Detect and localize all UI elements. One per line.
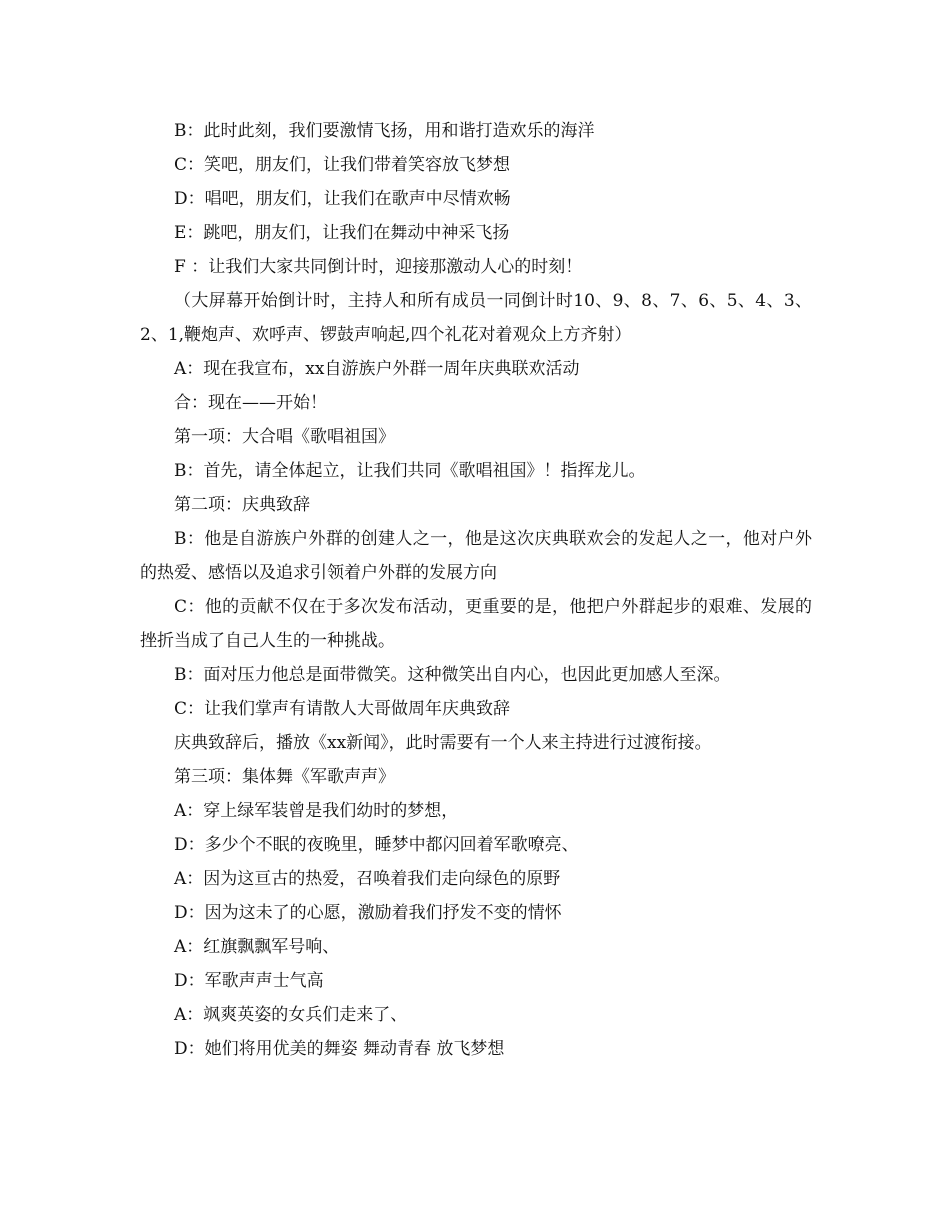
program-item-heading: 第一项：大合唱《歌唱祖国》 bbox=[174, 427, 395, 447]
script-line: C：让我们掌声有请散人大哥做周年庆典致辞 bbox=[174, 699, 511, 719]
script-line: D：唱吧，朋友们，让我们在歌声中尽情欢畅 bbox=[174, 189, 511, 209]
program-item-heading: 第三项：集体舞《军歌声声》 bbox=[174, 767, 395, 787]
script-line: B：首先，请全体起立，让我们共同《歌唱祖国》！指挥龙儿。 bbox=[174, 461, 646, 481]
script-line: A：因为这亘古的热爱，召唤着我们走向绿色的原野 bbox=[174, 869, 561, 889]
script-line: A：现在我宣布，xx自游族户外群一周年庆典联欢活动 bbox=[174, 359, 580, 379]
script-line: F ：让我们大家共同倒计时，迎接那激动人心的时刻！ bbox=[174, 257, 583, 277]
script-line: A：穿上绿军装曾是我们幼时的梦想， bbox=[174, 801, 459, 821]
program-item-heading: 第二项：庆典致辞 bbox=[174, 495, 310, 515]
script-line: D：多少个不眠的夜晚里，睡梦中都闪回着军歌嘹亮、 bbox=[174, 835, 579, 855]
script-line: 合：现在——开始！ bbox=[174, 393, 327, 413]
script-line: A：飒爽英姿的女兵们走来了、 bbox=[174, 1005, 408, 1025]
script-line: C：他的贡献不仅在于多次发布活动，更重要的是，他把户外群起步的艰难、发展的挫折当成了自己人生的一种挑战。 bbox=[140, 597, 812, 651]
script-line: E：跳吧，朋友们，让我们在舞动中神采飞扬 bbox=[174, 223, 510, 243]
script-line: C：笑吧，朋友们，让我们带着笑容放飞梦想 bbox=[174, 155, 511, 175]
stage-note: 庆典致辞后，播放《xx新闻》，此时需要有一个人来主持进行过渡衔接。 bbox=[174, 733, 712, 753]
document-body bbox=[140, 114, 812, 1066]
stage-direction: （大屏幕开始倒计时，主持人和所有成员一同倒计时10、9、8、7、6、5、4、3、2、1,鞭炮声、欢呼声、锣鼓声响起,四个礼花对着观众上方齐射） bbox=[140, 291, 812, 345]
script-line: B：面对压力他总是面带微笑。这种微笑出自内心，也因此更加感人至深。 bbox=[174, 665, 731, 685]
script-line: D：她们将用优美的舞姿 舞动青春 放飞梦想 bbox=[174, 1039, 505, 1059]
script-line: D：军歌声声士气高 bbox=[174, 971, 324, 991]
script-line: D：因为这未了的心愿，激励着我们抒发不变的情怀 bbox=[174, 903, 562, 923]
script-line: B：此时此刻，我们要激情飞扬，用和谐打造欢乐的海洋 bbox=[174, 121, 595, 141]
script-line: A：红旗飘飘军号响、 bbox=[174, 937, 340, 957]
script-line: B：他是自游族户外群的创建人之一，他是这次庆典联欢会的发起人之一，他对户外的热爱、感悟以及追求引领着户外群的发展方向 bbox=[140, 529, 812, 583]
